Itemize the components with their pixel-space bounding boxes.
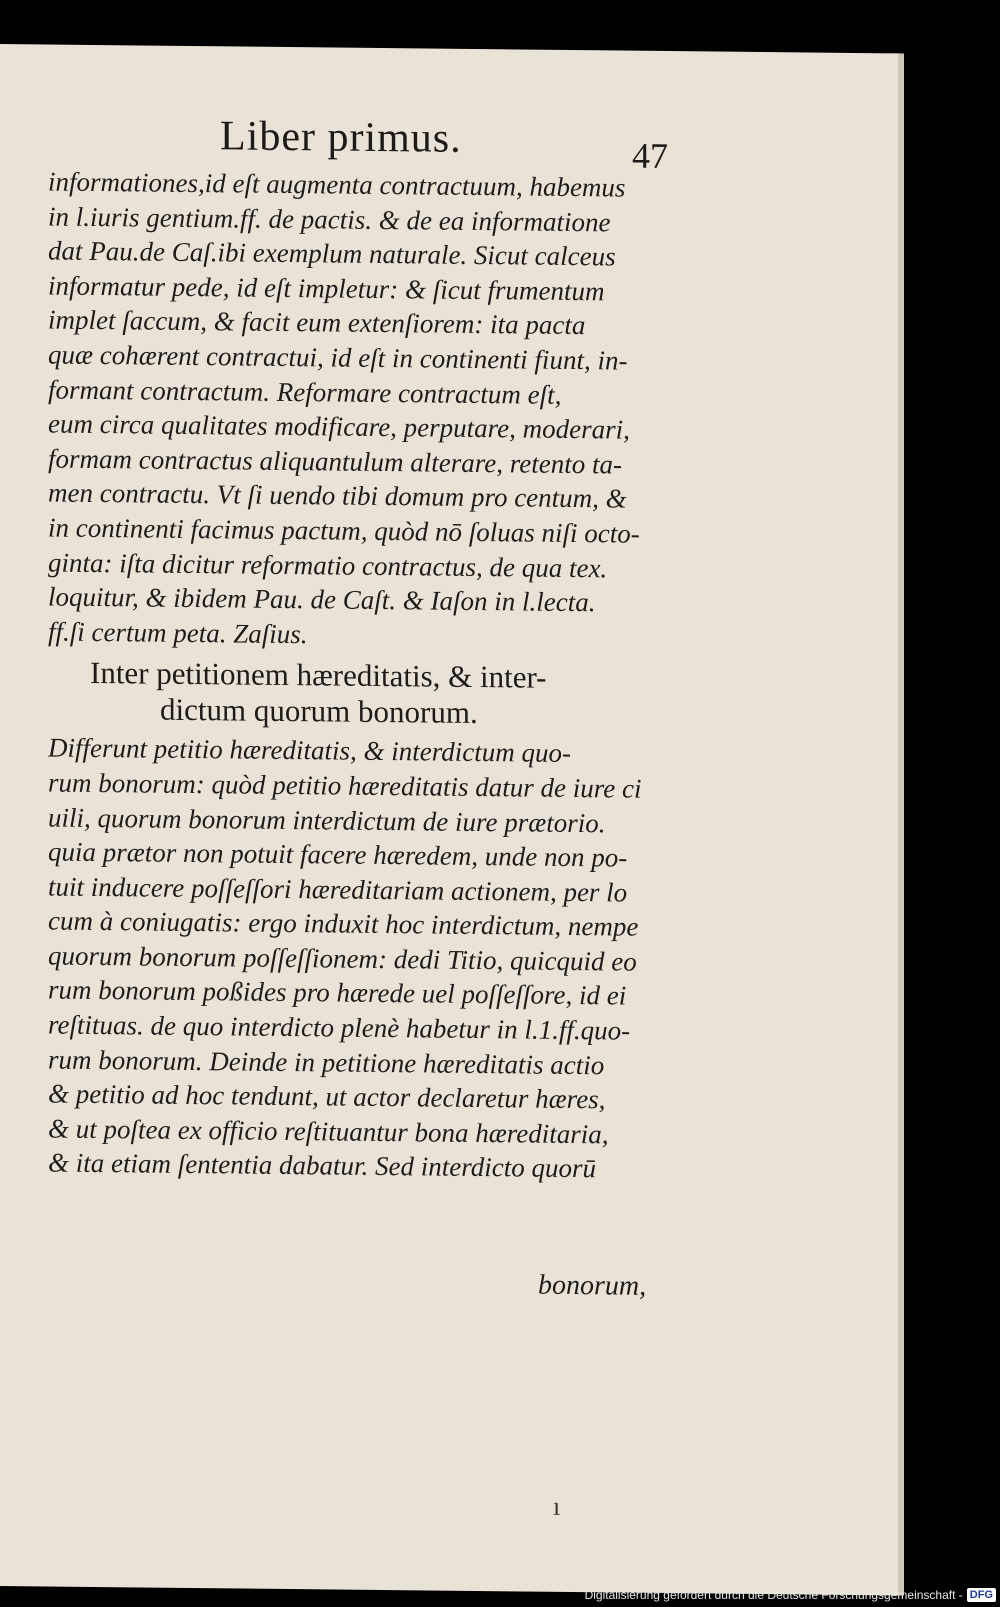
text-line: reſtituas. de quo interdicto plenè habetur in l.1.ff.quo-: [48, 1009, 631, 1046]
text-line: & ita etiam ſententia dabatur. Sed interdicto quorū: [48, 1147, 596, 1184]
text-line: informationes,id eſt augmenta contractuum, habemus: [48, 166, 626, 203]
text-line: men contractu. Vt ſi uendo tibi domum pro centum, &: [48, 477, 627, 514]
text-line: informatur pede, id eſt impletur: & ſicut frumentum: [48, 270, 605, 307]
text-line: formam contractus aliquantulum alterare, retento ta-: [48, 443, 622, 480]
running-title: Liber primus.: [220, 113, 462, 162]
text-line: & petitio ad hoc tendunt, ut actor declaretur hæres,: [48, 1078, 606, 1115]
page-number: 47: [632, 135, 668, 176]
text-line: rum bonorum. Deinde in petitione hæreditatis actio: [48, 1044, 605, 1080]
text-line: quorum bonorum poſſeſſionem: dedi Titio, quicquid eo: [48, 940, 637, 977]
text-line: cum à coniugatis: ergo induxit hoc interdictum, nempe: [48, 905, 639, 942]
body-text: [48, 165, 678, 1188]
text-line: implet ſaccum, & facit eum extenſiorem: ita pacta: [48, 304, 586, 341]
text-line: uili, quorum bonorum interdictum de iure prætorio.: [48, 802, 606, 838]
section-heading-continued: dictum quorum bonorum.: [160, 691, 478, 731]
text-line: loquitur, & ibidem Pau. de Caſt. & Iaſon in l.lecta.: [48, 581, 596, 618]
text-line: quia prætor non potuit facere hæredem, unde non po-: [48, 836, 628, 873]
text-line: eum circa qualitates modificare, perputare, moderari,: [48, 408, 630, 445]
footer-credit: Digitalisierung gefördert durch die Deutsche Forschungsgemeinschaft -: [584, 1588, 963, 1602]
text-line: rum bonorum: quòd petitio hæreditatis datur de iure ci: [48, 767, 642, 804]
text-line: formant contractum. Reformare contractum eſt,: [48, 374, 562, 410]
text-line: ginta: iſta dicitur reformatio contractus, de qua tex.: [48, 547, 608, 583]
text-line: in continenti facimus pactum, quòd nō ſoluas niſi octo-: [48, 512, 640, 549]
text-line: ff.ſi certum peta. Zaſius.: [48, 616, 308, 649]
text-line: & ut poſtea ex officio reſtituantur bona hæreditaria,: [48, 1113, 609, 1150]
text-line: rum bonorum poßides pro hærede uel poſſeſſore, id ei: [48, 974, 627, 1012]
book-page: [0, 44, 904, 1595]
text-line: quæ cohærent contractui, id eſt in continenti fiunt, in-: [48, 339, 628, 376]
dfg-logo-icon: DFG: [967, 1588, 996, 1602]
section-heading: Inter petitionem hæreditatis, & inter-: [90, 655, 547, 696]
text-line: tuit inducere poſſeſſori hæreditariam actionem, per lo: [48, 871, 628, 908]
text-line: Differunt petitio hæreditatis, & interdictum quo-: [48, 732, 571, 769]
text-line: dat Pau.de Caſ.ibi exemplum naturale. Sicut calceus: [48, 235, 616, 272]
digitization-footer: [585, 1586, 996, 1604]
catchword: bonorum,: [538, 1269, 647, 1302]
text-line: in l.iuris gentium.ff. de pactis. & de ea informatione: [48, 201, 611, 237]
margin-mark: ı: [553, 1491, 561, 1521]
